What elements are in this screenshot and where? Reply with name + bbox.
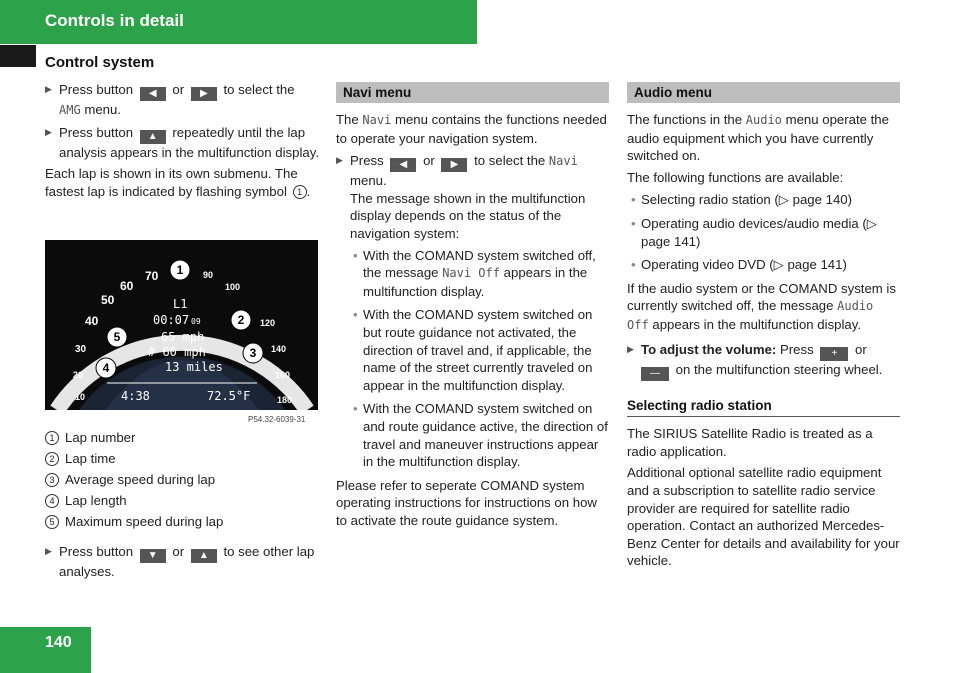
legend-item: 5 Maximum speed during lap	[45, 513, 319, 534]
middle-column	[336, 82, 609, 529]
audio-function-list	[627, 191, 900, 273]
left-arrow-button-icon: ◀	[390, 158, 416, 172]
svg-text:65 mph: 65 mph	[161, 330, 205, 344]
svg-text:4:38: 4:38	[121, 389, 150, 403]
page-header-title: Controls in detail	[45, 11, 184, 30]
marker-symbol: 1	[293, 185, 307, 199]
step-other-laps: ▶ Press button ▼ or ▲ to see other lap analyses.	[45, 544, 315, 579]
svg-text:120: 120	[260, 318, 276, 328]
step-arrow-icon: ▶	[45, 84, 52, 94]
step-up-button: ▶ Press button ▲ repeatedly until the lap analysis appears in the multifunction display.	[45, 124, 319, 160]
step-select-amg: ▶ Press button ◀ or ▶ to select the AMG menu.	[45, 82, 295, 117]
navi-outro: Please refer to seperate COMAND system operating instructions for instructions on how to activate the route guidance system.	[336, 477, 597, 528]
navi-intro: The Navi menu contains the functions needed to operate your navigation system.	[336, 112, 607, 146]
svg-text:72.5°F: 72.5°F	[207, 389, 251, 403]
navi-step-note: The message shown in the multifunction display depends on the status of the navigation system:	[350, 190, 586, 241]
svg-text:40: 40	[85, 314, 99, 328]
svg-text:70: 70	[145, 269, 159, 283]
left-arrow-button-icon: ◀	[140, 87, 166, 101]
svg-text:90: 90	[203, 270, 214, 280]
svg-text:20: 20	[73, 370, 84, 380]
right-arrow-button-icon: ▶	[441, 158, 467, 172]
svg-text:50: 50	[101, 293, 115, 307]
step-select-navi: ▶ Press ◀ or ▶ to select the Navi menu.	[336, 153, 578, 189]
plus-button-icon: +	[820, 347, 848, 361]
list-item: • Selecting radio station (▷ page 140)	[631, 192, 853, 208]
svg-text:13 miles: 13 miles	[165, 360, 223, 374]
left-column	[45, 81, 319, 200]
image-reference: P54.32-6039-31	[248, 415, 306, 424]
section-tab-marker	[0, 45, 36, 67]
right-arrow-button-icon: ▶	[191, 87, 217, 101]
instrument-cluster-image	[45, 240, 318, 410]
svg-text:L1: L1	[173, 297, 188, 311]
svg-text:140: 140	[271, 344, 287, 354]
svg-text:# 60 mph: # 60 mph	[148, 345, 206, 359]
list-item: • Operating video DVD (▷ page 141)	[631, 257, 847, 273]
up-arrow-button-icon: ▲	[191, 549, 217, 563]
svg-text:30: 30	[75, 344, 87, 355]
svg-text:09: 09	[191, 317, 201, 326]
svg-text:4: 4	[102, 361, 110, 375]
right-column	[627, 82, 900, 570]
legend-item: 2 Lap time	[45, 450, 319, 471]
legend-list	[45, 429, 319, 581]
additional-paragraph: Additional optional satellite radio equipment and a subscription to satellite radio service provider are required for satellite radio operation. Contact an authorized Mercedes-Benz Center for details and availability for your vehicle.	[627, 465, 900, 569]
svg-text:3: 3	[249, 346, 257, 360]
legend-item: 3 Average speed during lap	[45, 471, 319, 492]
step-arrow-icon: ▶	[45, 546, 52, 556]
svg-text:10: 10	[75, 392, 86, 402]
audio-intro: The functions in the Audio menu operate the audio equipment which you have currently switched on.	[627, 112, 889, 164]
sirius-paragraph: The SIRIUS Satellite Radio is treated as a radio application.	[627, 426, 873, 459]
minus-button-icon: —	[641, 367, 669, 381]
step-arrow-icon: ▶	[336, 155, 343, 166]
step-arrow-icon: ▶	[45, 126, 52, 137]
svg-text:160: 160	[275, 370, 291, 380]
legend-item: 1 Lap number	[45, 429, 319, 450]
step-adjust-volume: ▶ To adjust the volume: Press + or — on the multifunction steering wheel.	[627, 341, 883, 379]
selecting-radio-heading: Selecting radio station	[627, 397, 900, 418]
page-number: 140	[45, 634, 72, 651]
svg-text:60: 60	[120, 279, 134, 293]
list-item: • With the COMAND system switched on but route guidance not activated, the direction of travel and, if applicable, the name of the street currently traveled on appear in the multifunction display.	[353, 307, 593, 393]
step-arrow-icon: ▶	[627, 343, 634, 354]
list-item: • Operating audio devices/audio media (▷ page 141)	[631, 215, 877, 249]
audio-off-paragraph: If the audio system or the COMAND system is currently switched off, the message Audio Off appears in the multifunction display.	[627, 280, 896, 332]
svg-text:2: 2	[237, 313, 245, 327]
section-title: Control system	[45, 54, 155, 71]
svg-text:5: 5	[113, 330, 121, 344]
lap-paragraph: Each lap is shown in its own submenu. The fastest lap is indicated by flashing symbol 1 .	[45, 166, 311, 199]
navi-status-list	[336, 247, 609, 471]
svg-text:00:07: 00:07	[153, 313, 190, 327]
down-arrow-button-icon: ▼	[140, 549, 166, 563]
up-arrow-button-icon: ▲	[140, 130, 166, 144]
list-item: • With the COMAND system switched off, the message Navi Off appears in the multifunction display.	[353, 247, 596, 299]
navi-menu-heading: Navi menu	[336, 82, 609, 103]
list-item: • With the COMAND system switched on and route guidance active, the direction of travel and maneuver instructions appear in the multifunction display.	[353, 401, 608, 470]
svg-text:100: 100	[225, 282, 241, 292]
audio-available: The following functions are available:	[627, 169, 844, 185]
audio-menu-heading: Audio menu	[627, 82, 900, 103]
svg-text:180: 180	[277, 395, 293, 405]
svg-text:1: 1	[176, 263, 184, 277]
legend-item: 4 Lap length	[45, 492, 319, 513]
